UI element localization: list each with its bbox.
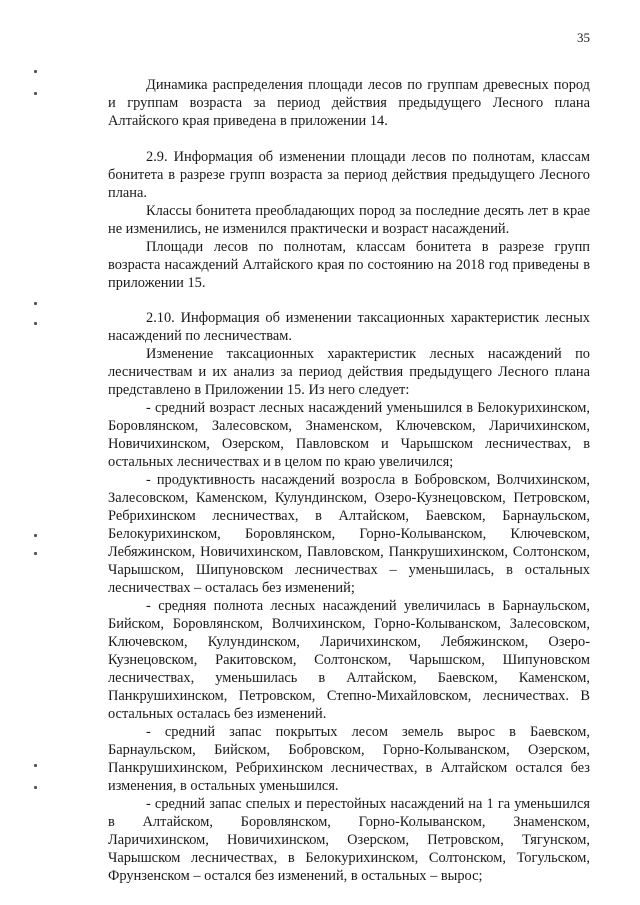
paragraph: Площади лесов по полнотам, классам бонитета в разрезе групп возраста насаждений Алтайского края по состоянию на 2018 год приведены в приложении 15. xyxy=(108,239,590,291)
margin-mark xyxy=(34,322,37,325)
paragraph: Изменение таксационных характеристик лесных насаждений по лесничествам и их анализ за период действия предыдущего Лесного плана представлено в Приложении 15. Из него следует: xyxy=(108,346,590,398)
paragraph: Динамика распределения площади лесов по группам древесных пород и группам возраста за период действия предыдущего Лесного плана Алтайского края приведена в приложении 14. xyxy=(108,77,590,129)
list-item: - средний запас покрытых лесом земель вырос в Баевском, Барнаульском, Бийском, Бобровском, Горно-Колыванском, Озерском, Панкрушихинском, Ребрихинском лесничествах, в Алтайском остался без изменения, в остальных уменьшился. xyxy=(108,724,590,794)
margin-mark xyxy=(34,302,37,305)
margin-mark xyxy=(34,534,37,537)
margin-mark xyxy=(34,70,37,73)
section-heading: 2.10. Информация об изменении таксационных характеристик лесных насаждений по лесничествам. xyxy=(108,310,590,344)
list-item: - продуктивность насаждений возросла в Бобровском, Волчихинском, Залесовском, Каменском, Кулундинском, Озеро-Кузнецовском, Петровском, Ребрихинском лесничествах, в Алтайском, Баевском, Барнаульском, Белокурихинском, Боровлянском, Горно-Колыванском, Ключевском, Лебяжинском, Новичихинском, Павловском, Панкрушихинском, Солтонском, Чарышском, Шипуновском лесничествах – уменьшилась, в остальных лесничествах – осталась без изменений; xyxy=(108,472,590,596)
body-text xyxy=(108,76,590,885)
margin-mark xyxy=(34,764,37,767)
margin-mark xyxy=(34,786,37,789)
margin-mark xyxy=(34,552,37,555)
margin-mark xyxy=(34,92,37,95)
paragraph: Классы бонитета преобладающих пород за последние десять лет в крае не изменились, не изменился практически и возраст насаждений. xyxy=(108,203,590,237)
list-item: - средний запас спелых и перестойных насаждений на 1 га уменьшился в Алтайском, Боровлянском, Горно-Колыванском, Знаменском, Ларичихинском, Новичихинском, Озерском, Петровском, Тягунском, Чарышском лесничествах, в Белокурихинском, Солтонском, Тогульском, Фрунзенском – остался без изменений, в остальных – вырос; xyxy=(108,796,590,884)
page-number: 35 xyxy=(577,30,590,45)
list-item: - средняя полнота лесных насаждений увеличилась в Барнаульском, Бийском, Боровлянском, Волчихинском, Горно-Колыванском, Залесовском, Ключевском, Кулундинском, Ларичихинском, Лебяжинском, Озеро-Кузнецовском, Ракитовском, Солтонском, Чарышском, Шипуновском лесничествах, уменьшилась в Алтайском, Баевском, Каменском, Панкрушихинском, Петровском, Степно-Михайловском, лесничествах. В остальных осталась без изменений. xyxy=(108,598,590,722)
list-item: - средний возраст лесных насаждений уменьшился в Белокурихинском, Боровлянском, Залесовском, Знаменском, Ключевском, Ларичихинском, Новичихинском, Озерском, Павловском и Чарышском лесничествах, в остальных лесничествах и в целом по краю увеличился; xyxy=(108,400,590,470)
section-heading: 2.9. Информация об изменении площади лесов по полнотам, классам бонитета в разрезе групп возраста за период действия предыдущего Лесного плана. xyxy=(108,149,590,201)
